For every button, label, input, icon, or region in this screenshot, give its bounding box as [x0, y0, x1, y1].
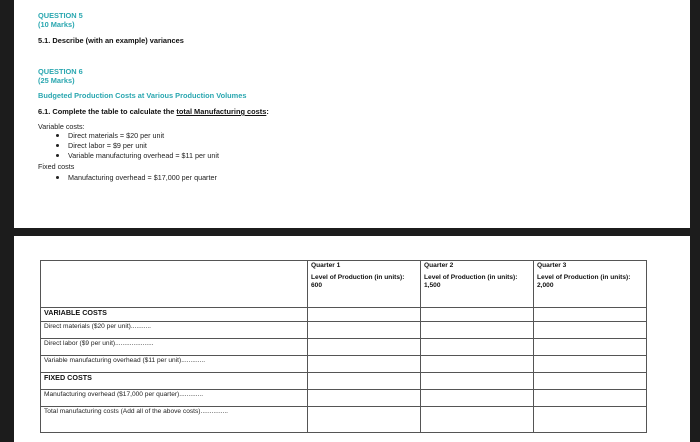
q5-title: QUESTION 5	[38, 11, 83, 20]
section-heading-variable: VARIABLE COSTS	[41, 308, 308, 322]
q5-prompt: 5.1. Describe (with an example) variances	[38, 36, 184, 45]
empty-cell	[534, 373, 647, 390]
row-label: Direct labor ($9 per unit).....................	[41, 339, 308, 356]
q6-prompt-prefix: 6.1. Complete the table to calculate the	[38, 107, 177, 116]
answer-cell[interactable]	[534, 339, 647, 356]
answer-cell[interactable]	[308, 390, 421, 407]
q6-prompt-underlined: total Manufacturing costs	[176, 107, 267, 116]
answer-cell[interactable]	[421, 322, 534, 339]
quarter-header	[534, 261, 647, 308]
quarter-name: Quarter 3	[537, 262, 567, 269]
answer-table-page	[14, 236, 690, 442]
fixed-costs-heading: Fixed costs	[38, 162, 75, 171]
fixed-item: Manufacturing overhead = $17,000 per quarter	[68, 173, 217, 182]
quarter-level: Level of Production (in units): 2,000	[537, 273, 631, 289]
variable-item: Direct materials = $20 per unit	[68, 131, 165, 140]
bullet-icon	[56, 134, 59, 137]
q6-subtitle: Budgeted Production Costs at Various Production Volumes	[38, 91, 247, 100]
answer-cell[interactable]	[308, 407, 421, 433]
row-label: Variable manufacturing overhead ($11 per unit).............	[41, 356, 308, 373]
variable-costs-heading: Variable costs:	[38, 122, 85, 131]
answer-cell[interactable]	[421, 390, 534, 407]
question-page	[14, 0, 690, 228]
quarter-name: Quarter 1	[311, 262, 341, 269]
quarter-header	[308, 261, 421, 308]
row-label-total: Total manufacturing costs (Add all of the above costs)...............	[41, 407, 308, 433]
q6-prompt	[38, 108, 269, 115]
empty-cell	[421, 308, 534, 322]
answer-cell[interactable]	[421, 407, 534, 433]
answer-cell[interactable]	[421, 339, 534, 356]
empty-cell	[421, 373, 534, 390]
answer-cell[interactable]	[421, 356, 534, 373]
answer-cell[interactable]	[534, 390, 647, 407]
bullet-icon	[56, 176, 59, 179]
answer-cell[interactable]	[308, 339, 421, 356]
answer-cell[interactable]	[534, 407, 647, 433]
q6-title: QUESTION 6	[38, 67, 83, 76]
row-label: Direct materials ($20 per unit)...........	[41, 322, 308, 339]
q6-marks: (25 Marks)	[38, 76, 75, 85]
quarter-name: Quarter 2	[424, 262, 454, 269]
bullet-icon	[56, 154, 59, 157]
empty-cell	[308, 373, 421, 390]
variable-item: Variable manufacturing overhead = $11 per unit	[68, 151, 219, 160]
bullet-icon	[56, 144, 59, 147]
empty-cell	[308, 308, 421, 322]
quarter-level: Level of Production (in units): 600	[311, 273, 405, 289]
section-heading-fixed: FIXED COSTS	[41, 373, 308, 390]
quarter-level: Level of Production (in units): 1,500	[424, 273, 518, 289]
quarter-header	[421, 261, 534, 308]
q6-prompt-suffix: :	[266, 107, 269, 116]
row-label: Manufacturing overhead ($17,000 per quarter).............	[41, 390, 308, 407]
empty-cell	[534, 308, 647, 322]
table-corner-cell	[41, 261, 308, 308]
answer-cell[interactable]	[534, 322, 647, 339]
q5-marks: (10 Marks)	[38, 20, 75, 29]
answer-cell[interactable]	[308, 322, 421, 339]
costs-table	[40, 260, 647, 433]
answer-cell[interactable]	[534, 356, 647, 373]
variable-item: Direct labor = $9 per unit	[68, 141, 147, 150]
answer-cell[interactable]	[308, 356, 421, 373]
